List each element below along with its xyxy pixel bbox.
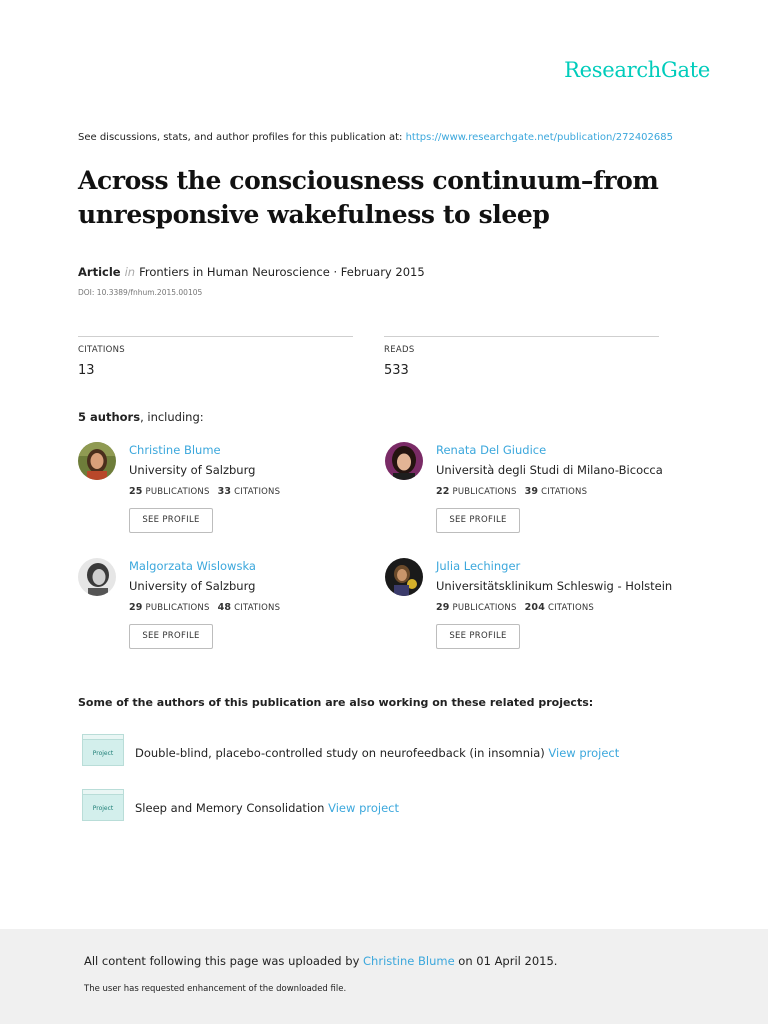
publications-count: 29 [436,602,450,613]
avatar[interactable] [385,558,423,596]
citations-label: CITATIONS [547,603,595,613]
view-project-link[interactable]: View project [328,801,399,815]
citations-value: 13 [78,363,95,378]
authors-count: 5 authors [78,410,141,424]
discussion-notice [78,132,673,143]
citations-label: CITATIONS [234,603,281,613]
author-stats [436,486,587,497]
citations-count: 204 [524,602,546,613]
citations-label: CITATIONS [541,487,588,497]
publications-label: PUBLICATIONS [145,487,210,497]
journal-date: Frontiers in Human Neuroscience · February 2015 [139,265,425,279]
publication-meta [78,265,425,279]
publications-count: 29 [129,602,143,613]
in-word: in [124,265,136,279]
project-icon-label: Project [82,739,124,766]
notice-text: See discussions, stats, and author profiles for this publication at: [78,132,406,143]
authors-heading [78,410,204,424]
citations-stat [78,336,353,378]
author-institution: Università degli Studi di Milano-Bicocca [436,463,663,477]
see-profile-button[interactable]: SEE PROFILE [436,624,520,649]
author-institution: University of Salzburg [129,463,256,477]
publications-label: PUBLICATIONS [452,487,517,497]
author-card [385,558,685,668]
enhancement-notice: The user has requested enhancement of the downloaded file. [84,984,347,994]
upload-notice [84,954,557,968]
upload-date-text: on 01 April 2015. [454,954,558,968]
publications-count: 22 [436,486,450,497]
project-title: Double-blind, placebo-controlled study on neurofeedback (in insomnia) [135,746,549,760]
publication-type: Article [78,265,121,279]
project-title: Sleep and Memory Consolidation [135,801,329,815]
see-profile-button[interactable]: SEE PROFILE [129,624,213,649]
author-stats [129,602,280,613]
author-card [78,558,378,668]
project-folder-icon[interactable] [82,789,124,821]
doi: DOI: 10.3389/fnhum.2015.00105 [78,288,203,297]
upload-notice-prefix: All content following this page was uploaded by [84,954,364,968]
reads-value: 533 [384,363,409,378]
avatar[interactable] [78,442,116,480]
author-stats [129,486,280,497]
author-name-link[interactable]: Renata Del Giudice [436,443,547,457]
author-name-link[interactable]: Christine Blume [129,443,221,457]
author-card [385,442,685,552]
publications-label: PUBLICATIONS [145,603,210,613]
citations-label: CITATIONS [78,345,125,355]
upload-footer [0,929,768,1024]
project-text [135,801,399,815]
author-name-link[interactable]: Malgorzata Wislowska [129,559,256,573]
project-icon-label: Project [82,794,124,821]
authors-suffix: , including: [140,410,204,424]
author-institution: Universitätsklinikum Schleswig - Holstein [436,579,673,593]
reads-stat [384,336,659,378]
project-text [135,746,619,760]
publication-url-link[interactable]: https://www.researchgate.net/publication/272402685 [405,132,673,143]
project-item [82,734,702,768]
uploader-link[interactable]: Christine Blume [363,954,455,968]
project-item [82,789,702,823]
publication-title: Across the consciousness continuum–from unresponsive wakefulness to sleep [78,166,659,229]
reads-label: READS [384,345,415,355]
avatar[interactable] [385,442,423,480]
researchgate-logo[interactable]: ResearchGate [564,58,710,82]
citations-count: 33 [217,486,232,497]
author-stats [436,602,594,613]
publications-count: 25 [129,486,143,497]
author-name-link[interactable]: Julia Lechinger [436,559,521,573]
related-projects-heading: Some of the authors of this publication are also working on these related projects: [78,696,594,709]
citations-count: 48 [217,602,232,613]
see-profile-button[interactable]: SEE PROFILE [129,508,213,533]
author-institution: University of Salzburg [129,579,256,593]
avatar[interactable] [78,558,116,596]
view-project-link[interactable]: View project [548,746,620,760]
citations-count: 39 [524,486,539,497]
author-card [78,442,378,552]
publications-label: PUBLICATIONS [452,603,517,613]
see-profile-button[interactable]: SEE PROFILE [436,508,520,533]
project-folder-icon[interactable] [82,734,124,766]
citations-label: CITATIONS [234,487,281,497]
